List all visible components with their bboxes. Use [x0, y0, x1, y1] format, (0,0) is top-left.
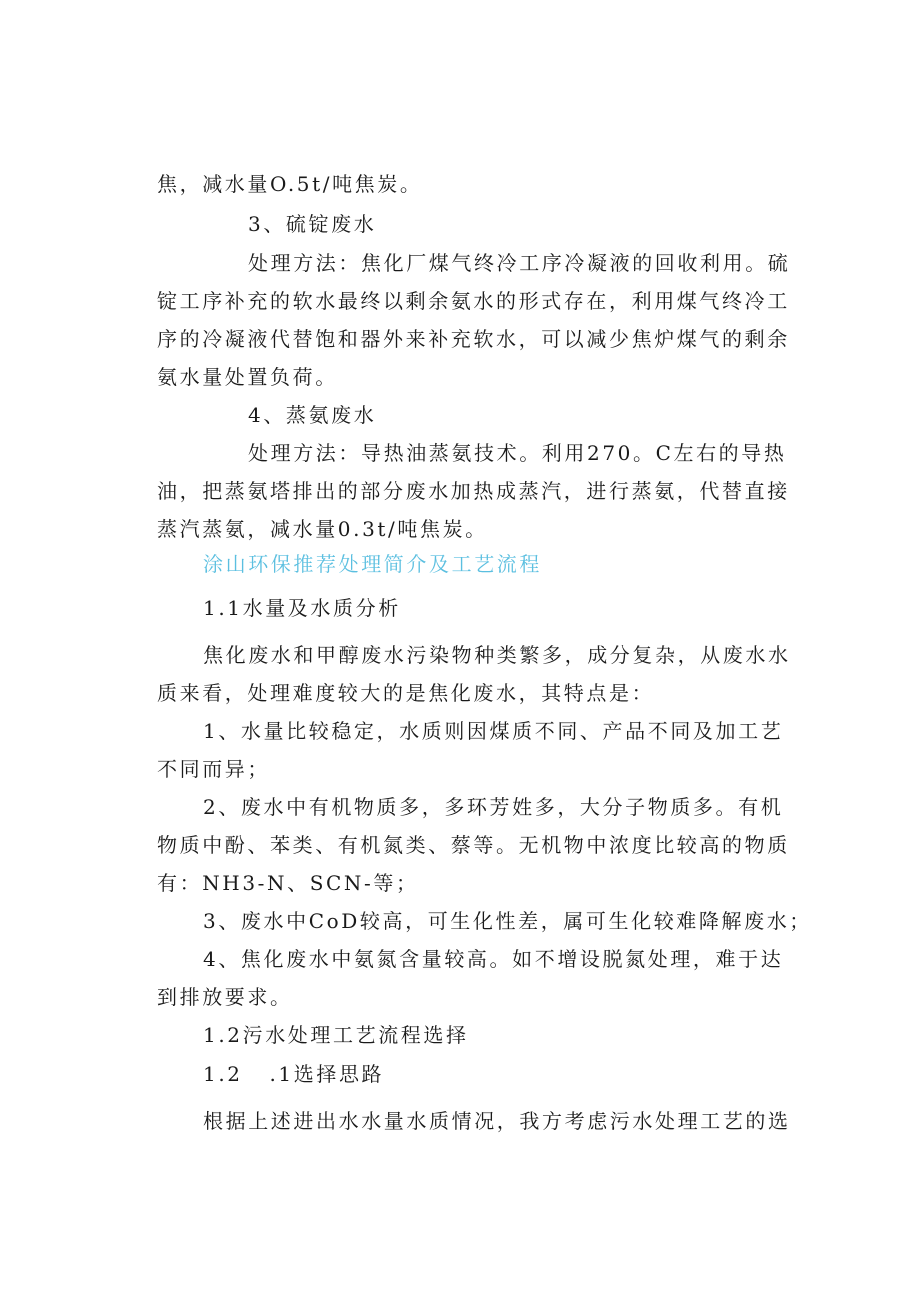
list-item-line: 有：NH3-N、SCN-等； [157, 871, 419, 895]
paragraph-line: 根据上述进出水水量水质情况，我方考虑污水处理工艺的选 [203, 1109, 791, 1133]
paragraph-line: 油，把蒸氨塔排出的部分废水加热成蒸汽，进行蒸氨，代替直接 [157, 479, 790, 503]
paragraph-line: 序的冷凝液代替饱和器外来补充软水，可以减少焦炉煤气的剩余 [157, 327, 790, 351]
paragraph-line: 质来看，处理难度较大的是焦化废水，其特点是： [157, 681, 655, 705]
paragraph-line: 锭工序补充的软水最终以剩余氨水的形式存在，利用煤气终冷工 [157, 289, 790, 313]
subsection-heading: 1.1水量及水质分析 [203, 596, 401, 620]
paragraph-line: 氨水量处置负荷。 [157, 365, 338, 389]
paragraph-line: 蒸汽蒸氨，减水量0.3t/吨焦炭。 [157, 517, 488, 541]
list-item-line: 不同而异； [157, 757, 270, 781]
list-item-line: 1、水量比较稳定，水质则因煤质不同、产品不同及加工艺 [203, 719, 784, 743]
list-item-line: 到排放要求。 [157, 985, 293, 1009]
paragraph-line: 处理方法：导热油蒸氨技术。利用270。C左右的导热 [248, 441, 787, 465]
paragraph-line: 焦化废水和甲醇废水污染物种类繁多，成分复杂，从废水水 [203, 643, 791, 667]
paragraph-line: 处理方法：焦化厂煤气终冷工序冷凝液的回收利用。硫 [248, 251, 791, 275]
list-item-line: 物质中酚、苯类、有机氮类、蔡等。无机物中浓度比较高的物质 [157, 833, 790, 857]
list-item-line: 2、废水中有机物质多，多环芳姓多，大分子物质多。有机 [203, 795, 784, 819]
section-heading: 涂山环保推荐处理简介及工艺流程 [203, 552, 542, 576]
paragraph-line: 焦，减水量O.5t/吨焦炭。 [157, 172, 423, 196]
subsubsection-heading: 1.2 .1选择思路 [203, 1062, 385, 1086]
list-item-line: 3、废水中CoD较高，可生化性差，属可生化较难降解废水； [203, 909, 812, 933]
subheading-ammonia-distillation-wastewater: 4、蒸氨废水 [248, 403, 377, 427]
subheading-sulfur-ammonium-wastewater: 3、硫锭废水 [248, 212, 377, 236]
subsection-heading: 1.2污水处理工艺流程选择 [203, 1023, 469, 1047]
list-item-line: 4、焦化废水中氨氮含量较高。如不增设脱氮处理，难于达 [203, 947, 784, 971]
